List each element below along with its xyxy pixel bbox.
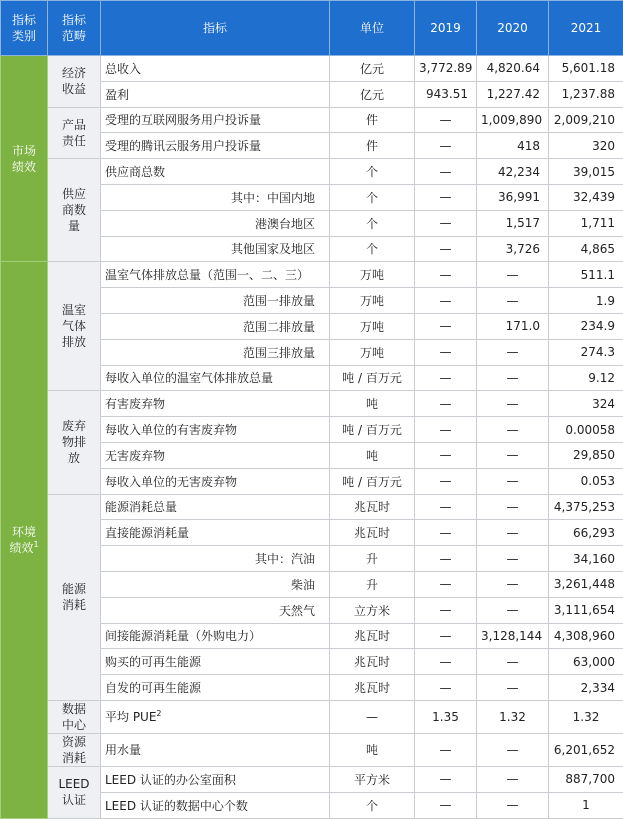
header-2021: 2021 — [549, 1, 623, 56]
value-2019: — — [415, 766, 477, 792]
value-2020: — — [477, 442, 549, 468]
table-row — [1, 262, 623, 288]
value-2019: — — [415, 623, 477, 649]
category-market: 市场 绩效 — [1, 56, 48, 262]
indicator-cell: 范围一排放量 — [101, 288, 330, 314]
value-2021: 0.00058 — [549, 417, 623, 443]
value-2019: — — [415, 391, 477, 417]
unit-cell: 升 — [330, 571, 415, 597]
value-2021: 1.32 — [549, 700, 623, 733]
indicator-cell: 受理的腾讯云服务用户投诉量 — [101, 133, 330, 159]
scope-product: 产品 责任 — [48, 107, 101, 159]
value-2019: — — [415, 520, 477, 546]
value-2021: 9.12 — [549, 365, 623, 391]
value-2020: 171.0 — [477, 313, 549, 339]
category-env: 环境 绩效$^1$ — [1, 262, 48, 818]
value-2019: — — [415, 733, 477, 766]
indicator-cell: 间接能源消耗量（外购电力） — [101, 623, 330, 649]
indicator-cell: 其中：中国内地 — [101, 184, 330, 210]
value-2021: 1 — [549, 792, 623, 818]
value-2020: — — [477, 520, 549, 546]
scope-datacenter: 数据 中心 — [48, 700, 101, 733]
unit-cell: 平方米 — [330, 766, 415, 792]
value-2019: — — [415, 184, 477, 210]
value-2019: — — [415, 365, 477, 391]
value-2020: — — [477, 365, 549, 391]
value-2020: — — [477, 766, 549, 792]
value-2021: 0.053 — [549, 468, 623, 494]
value-2021: 324 — [549, 391, 623, 417]
value-2020: — — [477, 792, 549, 818]
value-2020: — — [477, 391, 549, 417]
value-2020: 1,517 — [477, 210, 549, 236]
value-2020: — — [477, 494, 549, 520]
value-2021: 39,015 — [549, 159, 623, 185]
indicator-cell: 天然气 — [101, 597, 330, 623]
value-2021: 2,334 — [549, 675, 623, 701]
value-2019: — — [415, 417, 477, 443]
scope-supplier: 供应 商数 量 — [48, 159, 101, 262]
value-2019: 1.35 — [415, 700, 477, 733]
value-2019: 3,772.89 — [415, 56, 477, 82]
value-2020: — — [477, 339, 549, 365]
value-2020: — — [477, 288, 549, 314]
scope-waste: 废弃 物排 放 — [48, 391, 101, 494]
value-2020: 1.32 — [477, 700, 549, 733]
unit-cell: 万吨 — [330, 262, 415, 288]
indicator-cell: 其中：汽油 — [101, 546, 330, 572]
header-2020: 2020 — [477, 1, 549, 56]
value-2021: 6,201,652 — [549, 733, 623, 766]
value-2019: — — [415, 494, 477, 520]
unit-cell: 升 — [330, 546, 415, 572]
value-2019: — — [415, 236, 477, 262]
scope-energy: 能源 消耗 — [48, 494, 101, 700]
value-2020: — — [477, 417, 549, 443]
value-2019: — — [415, 159, 477, 185]
indicator-cell: 其他国家及地区 — [101, 236, 330, 262]
indicator-cell: LEED 认证的办公室面积 — [101, 766, 330, 792]
value-2020: — — [477, 546, 549, 572]
unit-cell: 吨 — [330, 442, 415, 468]
value-2021: 234.9 — [549, 313, 623, 339]
value-2021: 5,601.18 — [549, 56, 623, 82]
indicator-cell: 直接能源消耗量 — [101, 520, 330, 546]
unit-cell: 吨 / 百万元 — [330, 417, 415, 443]
value-2019: — — [415, 649, 477, 675]
table-row — [1, 159, 623, 185]
unit-cell: 个 — [330, 184, 415, 210]
indicator-cell: 每收入单位的无害废弃物 — [101, 468, 330, 494]
value-2021: 4,865 — [549, 236, 623, 262]
indicator-cell: 购买的可再生能源 — [101, 649, 330, 675]
value-2020: 42,234 — [477, 159, 549, 185]
unit-cell: 吨 / 百万元 — [330, 365, 415, 391]
value-2019: — — [415, 597, 477, 623]
footnote-marker: 2 — [156, 709, 162, 719]
unit-cell: 吨 — [330, 391, 415, 417]
value-2020: 4,820.64 — [477, 56, 549, 82]
indicator-cell: LEED 认证的数据中心个数 — [101, 792, 330, 818]
unit-cell: 个 — [330, 792, 415, 818]
indicator-cell: 范围二排放量 — [101, 313, 330, 339]
unit-cell: 兆瓦时 — [330, 649, 415, 675]
value-2021: 4,308,960 — [549, 623, 623, 649]
value-2019: — — [415, 675, 477, 701]
value-2020: 1,009,890 — [477, 107, 549, 133]
header-unit: 单位 — [330, 1, 415, 56]
value-2019: 943.51 — [415, 81, 477, 107]
value-2020: — — [477, 262, 549, 288]
value-2021: 274.3 — [549, 339, 623, 365]
unit-cell: 兆瓦时 — [330, 623, 415, 649]
unit-cell: 兆瓦时 — [330, 520, 415, 546]
unit-cell: 万吨 — [330, 339, 415, 365]
table-row — [1, 733, 623, 766]
value-2021: 511.1 — [549, 262, 623, 288]
value-2021: 4,375,253 — [549, 494, 623, 520]
value-2019: — — [415, 262, 477, 288]
scope-resource: 资源 消耗 — [48, 733, 101, 766]
value-2021: 2,009,210 — [549, 107, 623, 133]
value-2020: 3,128,144 — [477, 623, 549, 649]
table-row — [1, 700, 623, 733]
value-2020: — — [477, 597, 549, 623]
indicator-cell: 有害废弃物 — [101, 391, 330, 417]
value-2021: 1,237.88 — [549, 81, 623, 107]
value-2021: 66,293 — [549, 520, 623, 546]
value-2020: 1,227.42 — [477, 81, 549, 107]
scope-leed: LEED 认证 — [48, 766, 101, 818]
value-2019: — — [415, 792, 477, 818]
value-2019: — — [415, 339, 477, 365]
unit-cell: 吨 / 百万元 — [330, 468, 415, 494]
value-2020: — — [477, 649, 549, 675]
scope-ghg: 温室 气体 排放 — [48, 262, 101, 391]
indicator-cell: 能源消耗总量 — [101, 494, 330, 520]
indicator-cell: 柴油 — [101, 571, 330, 597]
table-row — [1, 391, 623, 417]
value-2019: — — [415, 288, 477, 314]
value-2021: 1.9 — [549, 288, 623, 314]
value-2019: — — [415, 107, 477, 133]
value-2020: — — [477, 571, 549, 597]
value-2021: 32,439 — [549, 184, 623, 210]
unit-cell: 亿元 — [330, 81, 415, 107]
value-2021: 29,850 — [549, 442, 623, 468]
unit-cell: 万吨 — [330, 313, 415, 339]
unit-cell: 亿元 — [330, 56, 415, 82]
unit-cell: — — [330, 700, 415, 733]
table-row — [1, 56, 623, 82]
table-header-row — [1, 1, 623, 56]
header-scope: 指标 范畴 — [48, 1, 101, 56]
value-2020: — — [477, 675, 549, 701]
unit-cell: 万吨 — [330, 288, 415, 314]
footnote-marker: 1 — [33, 539, 39, 549]
indicator-cell: 用水量 — [101, 733, 330, 766]
value-2019: — — [415, 210, 477, 236]
value-2020: — — [477, 468, 549, 494]
value-2019: — — [415, 313, 477, 339]
unit-cell: 兆瓦时 — [330, 675, 415, 701]
indicator-cell: 范围三排放量 — [101, 339, 330, 365]
value-2019: — — [415, 133, 477, 159]
value-2021: 63,000 — [549, 649, 623, 675]
value-2021: 887,700 — [549, 766, 623, 792]
unit-cell: 吨 — [330, 733, 415, 766]
unit-cell: 兆瓦时 — [330, 494, 415, 520]
scope-economic: 经济 收益 — [48, 56, 101, 108]
indicator-cell: 平均 PUE$^2$ — [101, 700, 330, 733]
header-category: 指标 类别 — [1, 1, 48, 56]
indicator-cell: 受理的互联网服务用户投诉量 — [101, 107, 330, 133]
unit-cell: 件 — [330, 107, 415, 133]
indicator-cell: 无害废弃物 — [101, 442, 330, 468]
value-2020: 418 — [477, 133, 549, 159]
value-2021: 3,111,654 — [549, 597, 623, 623]
indicator-cell: 温室气体排放总量（范围一、二、三） — [101, 262, 330, 288]
indicator-cell: 供应商总数 — [101, 159, 330, 185]
value-2020: — — [477, 733, 549, 766]
value-2021: 1,711 — [549, 210, 623, 236]
value-2021: 3,261,448 — [549, 571, 623, 597]
unit-cell: 个 — [330, 236, 415, 262]
table-row — [1, 107, 623, 133]
unit-cell: 个 — [330, 210, 415, 236]
indicator-cell: 盈利 — [101, 81, 330, 107]
value-2021: 320 — [549, 133, 623, 159]
value-2020: 36,991 — [477, 184, 549, 210]
indicator-cell: 总收入 — [101, 56, 330, 82]
unit-cell: 立方米 — [330, 597, 415, 623]
value-2019: — — [415, 571, 477, 597]
indicator-cell: 每收入单位的温室气体排放总量 — [101, 365, 330, 391]
header-indicator: 指标 — [101, 1, 330, 56]
value-2019: — — [415, 442, 477, 468]
unit-cell: 个 — [330, 159, 415, 185]
indicator-cell: 自发的可再生能源 — [101, 675, 330, 701]
table-row — [1, 494, 623, 520]
indicator-cell: 每收入单位的有害废弃物 — [101, 417, 330, 443]
header-2019: 2019 — [415, 1, 477, 56]
unit-cell: 件 — [330, 133, 415, 159]
value-2019: — — [415, 546, 477, 572]
value-2021: 34,160 — [549, 546, 623, 572]
value-2020: 3,726 — [477, 236, 549, 262]
table-row — [1, 766, 623, 792]
indicator-cell: 港澳台地区 — [101, 210, 330, 236]
value-2019: — — [415, 468, 477, 494]
